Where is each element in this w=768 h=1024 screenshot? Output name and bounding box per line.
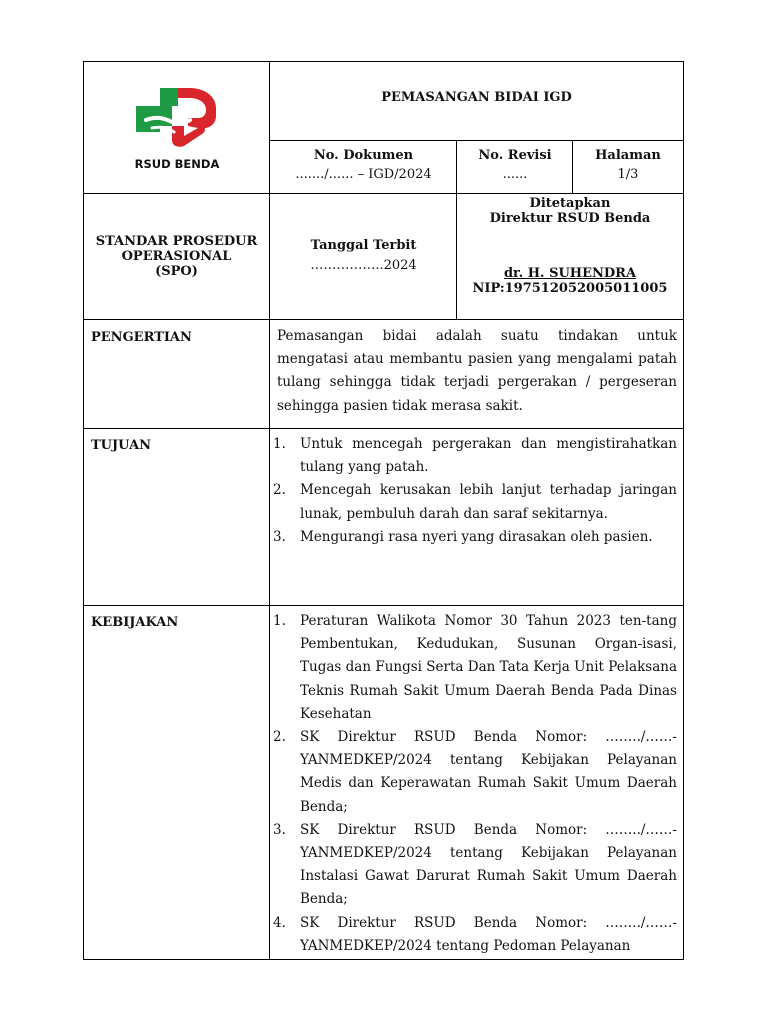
no-revisi-label: No. Revisi [478,148,552,163]
kebijakan-list-wrap [273,610,677,958]
list-item [273,819,677,912]
list-item [273,479,677,525]
kebijakan-row [84,605,683,959]
list-text: Untuk mencegah pergerakan dan mengistirahatkan tulang yang patah. [300,436,677,476]
director-name: dr. H. SUHENDRA [503,266,637,281]
no-dokumen-cell [269,140,457,194]
halaman-cell [572,140,683,194]
spo-line-2: OPERASIONAL [121,249,232,264]
director-title: Direktur RSUD Benda [489,211,651,226]
tujuan-row [84,428,683,606]
tujuan-list [273,433,677,549]
no-dokumen-label: No. Dokumen [313,148,414,163]
list-item [273,726,677,819]
column-divider [269,428,270,605]
pengertian-text: Pemasangan bidai adalah suatu tindakan untuk mengatasi atau membantu pasien yang mengalami patah tulang sehingga tidak terjadi pergerakan / pergeseran sehingga pasien tidak merasa sakit. [277,328,677,414]
spo-line-3: (SPO) [155,264,198,279]
pengertian-row [84,320,683,429]
tujuan-list-wrap [273,433,677,549]
tanggal-terbit-cell [269,193,457,320]
tanggal-terbit-label: Tanggal Terbit [310,238,417,253]
list-item [273,610,677,726]
ditetapkan-cell [456,193,683,320]
column-divider [269,605,270,959]
list-text: Mengurangi rasa nyeri yang dirasakan oleh pasien. [300,528,653,545]
halaman-value: 1/3 [617,167,639,182]
list-number: 1. [273,436,286,452]
ditetapkan-label: Ditetapkan [529,196,611,211]
document-header [84,62,683,320]
list-item [273,433,677,479]
pengertian-label: PENGERTIAN [91,330,192,345]
list-number: 2. [273,482,286,499]
no-dokumen-value: ......./...... – IGD/2024 [295,167,432,182]
spo-cell [84,193,270,320]
list-number: 4. [273,914,286,931]
spo-document [83,61,684,960]
list-text: SK Direktur RSUD Benda Nomor: ……../……-YANMEDKEP/2024 tentang Kebijakan Pelayanan Instalasi Gawat Darurat Rumah Sakit Umum Daerah Benda; [300,821,677,908]
list-number: 3. [273,528,286,545]
tanggal-terbit-value: ……………..2024 [310,258,417,273]
list-text: SK Direktur RSUD Benda Nomor: ……../……-YANMEDKEP/2024 tentang Kebijakan Pelayanan Medis dan Keperawatan Rumah Sakit Umum Daerah Benda; [300,729,677,815]
halaman-label: Halaman [595,148,661,163]
spo-title [84,234,269,279]
title-cell [269,62,683,141]
logo-cell [84,62,270,194]
document-title: PEMASANGAN BIDAI IGD [381,90,572,105]
tujuan-label: TUJUAN [91,438,152,453]
no-revisi-value: ...... [502,167,528,182]
kebijakan-list [273,610,677,958]
list-item [273,912,677,958]
list-number: 3. [273,821,286,838]
list-text: Mencegah kerusakan lebih lanjut terhadap jaringan lunak, pembuluh darah dan saraf sekitarnya. [300,482,677,522]
kebijakan-label: KEBIJAKAN [91,615,179,630]
list-text: SK Direktur RSUD Benda Nomor: ……../……-YANMEDKEP/2024 tentang Pedoman Pelayanan [300,914,677,954]
no-revisi-cell [456,140,573,194]
list-item [273,526,677,549]
column-divider [269,320,270,428]
hospital-name: RSUD BENDA [134,157,220,171]
list-text: Peraturan Walikota Nomor 30 Tahun 2023 ten-tang Pembentukan, Kedudukan, Susunan Organ-isasi, Tugas dan Fungsi Serta Dan Tata Kerja Unit Pelaksana Teknis Rumah Sakit Umum Daerah Benda Pada Dinas Kesehatan [300,613,677,722]
director-nip: NIP:197512052005011005 [472,281,668,296]
list-number: 2. [273,729,286,746]
spo-line-1: STANDAR PROSEDUR [95,234,258,249]
hospital-logo [132,82,222,152]
list-number: 1. [273,613,286,629]
